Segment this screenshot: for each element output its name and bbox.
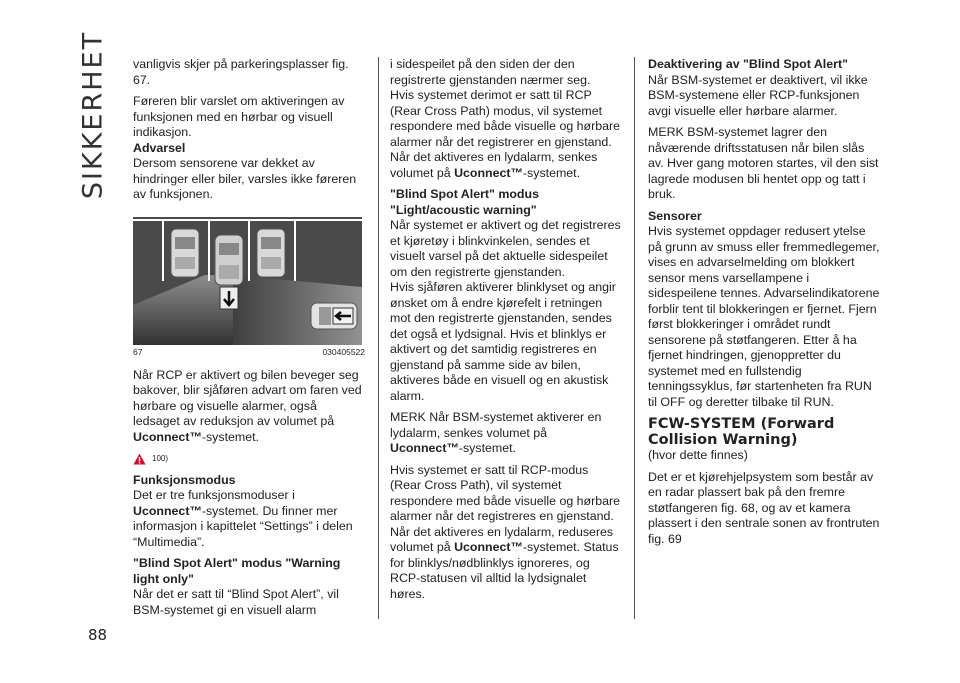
paragraph: MERK BSM-systemet lagrer den nåværende driftsstatusen når bilen slås av. Hver gang motoren startes, vil den sist lagrede modusen bli hentet opp og tatt i bruk. <box>648 125 879 201</box>
figure-code: 030405522 <box>322 346 365 357</box>
paragraph: Føreren blir varslet om aktiveringen av funksjonen med en hørbar og visuell indikasjon. <box>133 94 345 139</box>
paragraph: vanligvis skjer på parkeringsplasser fig. 67. <box>133 57 349 87</box>
heading-warning-light-only: "Blind Spot Alert" modus "Warning light only" <box>133 556 341 586</box>
figure-caption <box>133 347 365 358</box>
parking-lot-diagram <box>133 217 362 345</box>
column-divider <box>378 57 379 619</box>
paragraph: Dersom sensorene var dekket av hindringer eller biler, varsles ikke føreren av funksjonen. <box>133 156 357 201</box>
paragraph: Hvis systemet derimot er satt til RCP (Rear Cross Path) modus, vil systemet respondere med både visuelle og hørbare alarmer når det registrerer en gjenstand. Når det aktiveres en lydalarm, senkes volumet på Uconnect™-systemet. <box>390 88 621 180</box>
paragraph: Når det er satt til “Blind Spot Alert”, vil BSM-systemet gi en visuell alarm <box>133 587 339 617</box>
paragraph: Hvis sjåføren aktiverer blinklyset og angir ønsket om å endre kjørefelt i retningen mot den registrerte gjenstanden, sendes det også et lydsignal. Hvis et blinklys er aktivert og det samtidig registreres en gjenstand på samme side av bilen, aktiveres både en visuell og en akustisk alarm. <box>390 280 616 403</box>
paragraph: i sidespeilet på den siden der den registrerte gjenstanden nærmer seg. <box>390 57 591 87</box>
section-title: SIKKERHET <box>77 30 109 200</box>
paragraph: Det er et kjørehjelpsystem som består av en radar plassert bak på den fremre støtfangeren fig. 68, og av et kamera plassert i den sentrale sonen av frontruten fig. 69 <box>648 469 880 546</box>
column-3 <box>648 57 880 553</box>
paragraph: Når BSM-systemet er deaktivert, vil ikke BSM-systemene eller RCP-funksjonen avgi visuelle eller hørbare alarmer. <box>648 72 868 118</box>
heading-deaktivering: Deaktivering av "Blind Spot Alert" <box>648 57 848 71</box>
paragraph: MERK Når BSM-systemet aktiverer en lydalarm, senkes volumet på Uconnect™-systemet. <box>390 410 602 455</box>
heading-sensorer: Sensorer <box>648 208 702 223</box>
heading-fcw-system: FCW-SYSTEM (Forward Collision Warning) <box>648 416 835 448</box>
column-2 <box>390 57 622 608</box>
heading-funksjonsmodus: Funksjonsmodus <box>133 472 236 487</box>
column-1 <box>133 57 365 624</box>
warning-triangle-icon <box>133 453 146 465</box>
page-number: 88 <box>88 626 108 644</box>
paragraph: Det er tre funksjonsmoduser i Uconnect™-systemet. Du finner mer informasjon i kapittelet “Settings” i delen “Multimedia”. <box>133 488 353 549</box>
paragraph: Når RCP er aktivert og bilen beveger seg bakover, blir sjåføren advart om faren ved hørbare og visuelle alarmer, også ledsaget av reduksjon av volumet på Uconnect™-systemet. <box>133 367 362 444</box>
warning-reference <box>133 451 365 467</box>
warning-number: 100) <box>152 454 169 463</box>
paragraph: (hvor dette finnes) <box>648 448 748 462</box>
column-divider <box>634 57 635 619</box>
figure-number: 67 <box>133 346 143 357</box>
paragraph: Når systemet er aktivert og det registreres et kjøretøy i blinkvinkelen, sendes et visuelt varsel på det aktuelle sidespeilet om den registrerte gjenstanden. <box>390 218 621 279</box>
heading-light-acoustic-warning: "Blind Spot Alert" modus "Light/acoustic warning" <box>390 187 539 217</box>
heading-advarsel: Advarsel <box>133 140 186 155</box>
figure-67-parking-illustration <box>133 217 362 345</box>
paragraph: Hvis systemet oppdager redusert ytelse på grunn av smuss eller fremmedlegemer, vises en advarselmelding om blokkert sensor mens varsellampene i sidespeilene tennes. Advarselindikatorene forblir tent til blokkeringen er fjernet. Fjern først blokkeringer i området rundt sensorene på støtfangeren. Etter å ha fjernet hindringen, gjenoppretter du systemet med en fullstendig tenningssyklus, før startenheten fra RUN til OFF og deretter tilbake til RUN. <box>648 224 880 409</box>
paragraph: Hvis systemet er satt til RCP-modus (Rear Cross Path), vil systemet respondere med både visuelle og hørbare alarmer når det registreres en gjenstand. Når det aktiveres en lydalarm, reduseres volumet på Uconnect™-systemet. Status for blinklys/nødblinklys ignoreres, og RCP-statusen vil alltid la lydsignalet høres. <box>390 462 621 601</box>
